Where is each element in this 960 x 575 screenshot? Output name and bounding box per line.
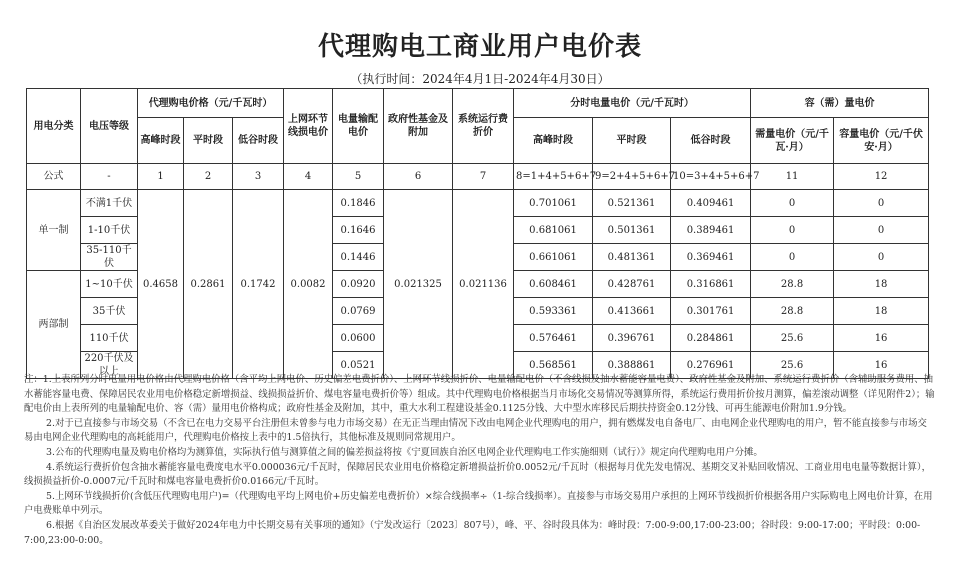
price-table [26, 88, 929, 379]
voltage-level: 110千伏 [81, 325, 138, 352]
transmission-price: 0.0920 [333, 271, 384, 298]
header-tou-flat: 平时段 [593, 118, 671, 164]
tou-flat-price: 0.521361 [593, 190, 671, 217]
header-sys-fee: 系统运行费折价 [453, 89, 514, 164]
tou-valley-price: 0.276961 [671, 352, 751, 379]
tou-flat-price: 0.428761 [593, 271, 671, 298]
header-tou-peak: 高峰时段 [514, 118, 593, 164]
voltage-level: 35千伏 [81, 298, 138, 325]
capacity-price: 0 [834, 244, 929, 271]
demand-price: 25.6 [751, 325, 834, 352]
formula-cell: 7 [453, 164, 514, 190]
formula-cell: 1 [138, 164, 184, 190]
shared-flat: 0.2861 [184, 190, 233, 379]
category-single: 单一制 [27, 190, 81, 271]
voltage-level: 220千伏及以上 [81, 352, 138, 379]
header-transmission: 电量输配电价 [333, 89, 384, 164]
tou-valley-price: 0.409461 [671, 190, 751, 217]
tou-peak-price: 0.576461 [514, 325, 593, 352]
header-demand: 需量电价（元/千瓦·月） [751, 118, 834, 164]
note-5: 5.上网环节线损折价(含低压代理购电用户)=（代理购电平均上网电价+历史偏差电费折价）×综合线损率÷（1-综合线损率）。直接参与市场交易用户承担的上网环节线损折价根据各用户实际购电上网电价计算，在用户电费账单中列示。 [24, 490, 933, 517]
shared-gov-fund: 0.021325 [384, 190, 453, 379]
tou-peak-price: 0.661061 [514, 244, 593, 271]
header-valley: 低谷时段 [233, 118, 284, 164]
demand-price: 25.6 [751, 352, 834, 379]
formula-cell: 6 [384, 164, 453, 190]
formula-label: 公式 [27, 164, 81, 190]
demand-price: 28.8 [751, 271, 834, 298]
demand-price: 0 [751, 217, 834, 244]
header-gov-fund: 政府性基金及附加 [384, 89, 453, 164]
tou-valley-price: 0.284861 [671, 325, 751, 352]
formula-row [27, 164, 929, 190]
execution-period: （执行时间：2024年4月1日-2024年4月30日） [350, 72, 610, 86]
tou-peak-price: 0.701061 [514, 190, 593, 217]
tou-flat-price: 0.501361 [593, 217, 671, 244]
tou-flat-price: 0.413661 [593, 298, 671, 325]
header-category: 用电分类 [27, 89, 81, 164]
tou-valley-price: 0.369461 [671, 244, 751, 271]
header-loss: 上网环节线损电价 [284, 89, 333, 164]
tou-peak-price: 0.568561 [514, 352, 593, 379]
tou-peak-price: 0.608461 [514, 271, 593, 298]
tou-peak-price: 0.593361 [514, 298, 593, 325]
transmission-price: 0.1846 [333, 190, 384, 217]
shared-sys-fee: 0.021136 [453, 190, 514, 379]
category-two-part: 两部制 [27, 271, 81, 379]
tou-peak-price: 0.681061 [514, 217, 593, 244]
demand-price: 0 [751, 190, 834, 217]
formula-cell: 8=1+4+5+6+7 [514, 164, 593, 190]
header-tou-valley: 低谷时段 [671, 118, 751, 164]
note-1: 注：1.上表所列分时电量用电价格由代理购电价格（含平均上网电价、历史偏差电费折价）、上网环节线损折价、电量输配电价（不含线损及抽水蓄能容量电费）、政府性基金及附加、系统运行费折价（含辅助服务费用、抽水蓄能容量电费、保障居民农业用电价格稳定新增损益、线损损益折价、煤电容量电费折价等）组成。其中代理购电价格根据当月市场化交易情况等测算所得，系统运行费用折价按月测算，偏差滚动调整（详见附件2）；输配电价由上表所列的电量输配电价、容（需）量用电价格构成；政府性基金及附加，其中，重大水利工程建设基金0.1125分钱、大中型水库移民后期扶持资金0.12分钱、可再生能源电价附加1.9分钱。 [24, 374, 935, 415]
tou-valley-price: 0.389461 [671, 217, 751, 244]
shared-peak: 0.4658 [138, 190, 184, 379]
formula-cell: 10=3+4+5+6+7 [671, 164, 751, 190]
header-peak: 高峰时段 [138, 118, 184, 164]
tou-flat-price: 0.481361 [593, 244, 671, 271]
header-flat: 平时段 [184, 118, 233, 164]
header-voltage: 电压等级 [81, 89, 138, 164]
shared-loss: 0.0082 [284, 190, 333, 379]
formula-cell: 2 [184, 164, 233, 190]
shared-valley: 0.1742 [233, 190, 284, 379]
tou-valley-price: 0.316861 [671, 271, 751, 298]
header-capacity: 容量电价（元/千伏安·月） [834, 118, 929, 164]
formula-cell: 12 [834, 164, 929, 190]
tou-valley-price: 0.301761 [671, 298, 751, 325]
formula-cell: - [81, 164, 138, 190]
transmission-price: 0.1646 [333, 217, 384, 244]
table-row [27, 190, 929, 217]
demand-price: 0 [751, 244, 834, 271]
formula-cell: 11 [751, 164, 834, 190]
note-2: 2.对于已直接参与市场交易（不含已在电力交易平台注册但未曾参与电力市场交易）在无正当理由情况下改由电网企业代理购电的用户，拥有燃煤发电自备电厂、由电网企业代理购电的用户，暂不能直接参与市场交易由电网企业代理购电的高耗能用户，代理购电价格按上表中的1.5倍执行，其他标准及规则同常规用户。 [24, 417, 927, 444]
transmission-price: 0.0521 [333, 352, 384, 379]
header-row [27, 89, 929, 118]
tou-flat-price: 0.396761 [593, 325, 671, 352]
header-tou: 分时电量电价（元/千瓦时） [514, 89, 751, 118]
note-6: 6.根据《自治区发展改革委关于做好2024年电力中长期交易有关事项的通知》（宁发改运行〔2023〕807号），峰、平、谷时段具体为：峰时段：7:00-9:00,17:00-23:00；谷时段：9:00-17:00；平时段：0:00-7:00,23:00-0:00。 [24, 519, 921, 546]
capacity-price: 18 [834, 271, 929, 298]
formula-cell: 5 [333, 164, 384, 190]
transmission-price: 0.1446 [333, 244, 384, 271]
note-4: 4.系统运行费折价包含抽水蓄能容量电费度电水平0.000036元/千瓦时，保障居民农业用电价格稳定新增损益折价0.0052元/千瓦时（根据每月优先发电情况、基期交叉补贴回收情况、工商业用电电量等数据计算），线损损益折价-0.0007元/千瓦时和煤电容量电费折价0.0166元/千瓦时。 [24, 461, 931, 488]
capacity-price: 16 [834, 325, 929, 352]
transmission-price: 0.0600 [333, 325, 384, 352]
voltage-level: 1-10千伏 [81, 217, 138, 244]
notes [24, 373, 936, 548]
capacity-price: 0 [834, 190, 929, 217]
formula-cell: 9=2+4+5+6+7 [593, 164, 671, 190]
formula-cell: 3 [233, 164, 284, 190]
formula-cell: 4 [284, 164, 333, 190]
voltage-level: 不满1千伏 [81, 190, 138, 217]
capacity-price: 16 [834, 352, 929, 379]
demand-price: 28.8 [751, 298, 834, 325]
capacity-price: 0 [834, 217, 929, 244]
tou-flat-price: 0.388861 [593, 352, 671, 379]
capacity-price: 18 [834, 298, 929, 325]
header-proxy-price: 代理购电价格（元/千瓦时） [138, 89, 284, 118]
header-capacity-group: 容（需）量电价 [751, 89, 929, 118]
voltage-level: 35-110千伏 [81, 244, 138, 271]
transmission-price: 0.0769 [333, 298, 384, 325]
page-title: 代理购电工商业用户电价表 [317, 32, 642, 62]
voltage-level: 1~10千伏 [81, 271, 138, 298]
note-3: 3.公布的代理购电量及购电价格均为测算值，实际执行值与测算值之间的偏差损益将按《宁夏回族自治区电网企业代理购电工作实施细则（试行）》规定向代理购电用户分摊。 [46, 446, 763, 458]
